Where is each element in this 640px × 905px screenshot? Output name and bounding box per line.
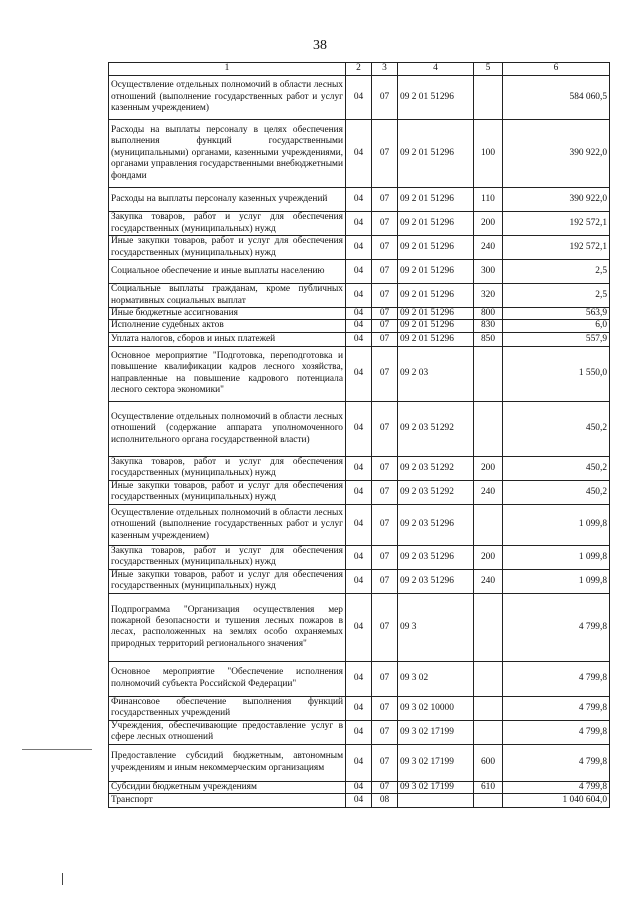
row-code-target: 09 2 03 51296	[398, 504, 474, 545]
row-code-target: 09 2 01 51296	[398, 212, 474, 236]
header-cell: 3	[372, 63, 398, 76]
row-code-section: 04	[346, 284, 372, 308]
row-code-subsection: 07	[372, 236, 398, 260]
row-amount: 450,2	[503, 480, 610, 504]
row-code-section: 04	[346, 320, 372, 332]
row-name-cell: Социальное обеспечение и иные выплаты населению	[109, 260, 346, 284]
row-amount: 450,2	[503, 401, 610, 456]
row-code-expense-type: 100	[474, 120, 503, 188]
row-amount: 390 922,0	[503, 120, 610, 188]
table-row	[109, 332, 610, 346]
row-code-subsection: 07	[372, 284, 398, 308]
row-code-subsection: 07	[372, 212, 398, 236]
row-name-cell: Субсидии бюджетным учреждениям	[109, 781, 346, 793]
table-row	[109, 236, 610, 260]
row-code-subsection: 07	[372, 781, 398, 793]
row-code-target	[398, 794, 474, 808]
table-row	[109, 504, 610, 545]
table-row	[109, 720, 610, 744]
row-code-target: 09 2 01 51296	[398, 332, 474, 346]
row-name-cell: Социальные выплаты гражданам, кроме публичных нормативных социальных выплат	[109, 284, 346, 308]
row-code-target: 09 2 03 51296	[398, 569, 474, 593]
row-code-expense-type	[474, 401, 503, 456]
row-code-section: 04	[346, 456, 372, 480]
side-divider-line	[22, 749, 92, 750]
row-name-cell: Закупка товаров, работ и услуг для обеспечения государственных (муниципальных) нужд	[109, 545, 346, 569]
row-code-expense-type: 830	[474, 320, 503, 332]
table-row	[109, 661, 610, 696]
row-name-cell: Финансовое обеспечение выполнения функций государственных учреждений	[109, 696, 346, 720]
table-row	[109, 545, 610, 569]
row-amount: 4 799,8	[503, 720, 610, 744]
row-code-section: 04	[346, 569, 372, 593]
row-amount: 1 040 604,0	[503, 794, 610, 808]
table-row	[109, 744, 610, 781]
row-code-target: 09 3 02 17199	[398, 781, 474, 793]
row-code-subsection: 07	[372, 456, 398, 480]
row-amount: 4 799,8	[503, 696, 610, 720]
row-amount: 192 572,1	[503, 212, 610, 236]
row-code-expense-type: 200	[474, 456, 503, 480]
row-name-cell: Основное мероприятие "Подготовка, переподготовка и повышение квалификации кадров лесного хозяйства, направленные на повышение кадрового потенциала лесного сектора экономики"	[109, 346, 346, 401]
row-code-section: 04	[346, 260, 372, 284]
header-cell: 2	[346, 63, 372, 76]
row-code-target: 09 2 03 51292	[398, 401, 474, 456]
table-row	[109, 593, 610, 661]
row-code-subsection: 07	[372, 320, 398, 332]
row-amount: 450,2	[503, 456, 610, 480]
row-code-section: 04	[346, 346, 372, 401]
row-code-expense-type: 110	[474, 188, 503, 212]
row-code-subsection: 07	[372, 744, 398, 781]
row-code-section: 04	[346, 188, 372, 212]
row-amount: 1 099,8	[503, 545, 610, 569]
row-code-expense-type	[474, 696, 503, 720]
table-row	[109, 456, 610, 480]
row-code-section: 04	[346, 504, 372, 545]
row-code-subsection: 07	[372, 76, 398, 120]
row-code-subsection: 07	[372, 332, 398, 346]
row-name-cell: Расходы на выплаты персоналу в целях обеспечения выполнения функций государственными (муниципальными) органами, казенными учреждениями, органами управления государственными внебюджетными фондами	[109, 120, 346, 188]
row-code-subsection: 07	[372, 545, 398, 569]
row-code-section: 04	[346, 212, 372, 236]
row-amount: 4 799,8	[503, 781, 610, 793]
table-row	[109, 120, 610, 188]
row-code-target: 09 2 01 51296	[398, 308, 474, 320]
table-row	[109, 696, 610, 720]
row-code-section: 04	[346, 332, 372, 346]
row-name-cell: Осуществление отдельных полномочий в области лесных отношений (выполнение государственных работ и услуг казенным учреждением)	[109, 76, 346, 120]
scan-mark	[62, 873, 63, 885]
row-code-subsection: 07	[372, 696, 398, 720]
row-code-subsection: 07	[372, 346, 398, 401]
row-code-target: 09 3 02 10000	[398, 696, 474, 720]
row-name-cell: Иные закупки товаров, работ и услуг для обеспечения государственных (муниципальных) нужд	[109, 236, 346, 260]
row-code-section: 04	[346, 744, 372, 781]
table-row	[109, 284, 610, 308]
row-name-cell: Иные закупки товаров, работ и услуг для обеспечения государственных (муниципальных) нужд	[109, 569, 346, 593]
header-cell: 4	[398, 63, 474, 76]
row-code-target: 09 3 02 17199	[398, 720, 474, 744]
row-code-expense-type	[474, 720, 503, 744]
row-code-subsection: 07	[372, 188, 398, 212]
row-code-expense-type	[474, 794, 503, 808]
row-amount: 192 572,1	[503, 236, 610, 260]
row-name-cell: Иные бюджетные ассигнования	[109, 308, 346, 320]
row-amount: 1 099,8	[503, 569, 610, 593]
table-row	[109, 260, 610, 284]
row-name-cell: Закупка товаров, работ и услуг для обеспечения государственных (муниципальных) нужд	[109, 212, 346, 236]
table-row	[109, 212, 610, 236]
row-amount: 390 922,0	[503, 188, 610, 212]
row-code-section: 04	[346, 308, 372, 320]
row-amount: 1 550,0	[503, 346, 610, 401]
row-code-expense-type	[474, 593, 503, 661]
row-code-subsection: 07	[372, 593, 398, 661]
row-code-expense-type: 200	[474, 545, 503, 569]
row-amount: 557,9	[503, 332, 610, 346]
row-amount: 2,5	[503, 284, 610, 308]
row-code-subsection: 07	[372, 661, 398, 696]
row-code-target: 09 2 01 51296	[398, 284, 474, 308]
row-name-cell: Уплата налогов, сборов и иных платежей	[109, 332, 346, 346]
row-code-subsection: 07	[372, 720, 398, 744]
header-cell: 6	[503, 63, 610, 76]
table-row	[109, 401, 610, 456]
row-code-expense-type: 200	[474, 212, 503, 236]
page-number: 38	[313, 38, 327, 53]
row-amount: 4 799,8	[503, 593, 610, 661]
row-code-target: 09 2 03 51296	[398, 545, 474, 569]
row-code-subsection: 08	[372, 794, 398, 808]
row-name-cell: Исполнение судебных актов	[109, 320, 346, 332]
table-row	[109, 308, 610, 320]
row-code-section: 04	[346, 720, 372, 744]
row-amount: 2,5	[503, 260, 610, 284]
row-code-expense-type	[474, 504, 503, 545]
row-code-section: 04	[346, 794, 372, 808]
row-code-subsection: 07	[372, 308, 398, 320]
row-code-section: 04	[346, 236, 372, 260]
row-amount: 584 060,5	[503, 76, 610, 120]
row-code-target: 09 2 01 51296	[398, 236, 474, 260]
row-code-section: 04	[346, 661, 372, 696]
row-code-expense-type: 320	[474, 284, 503, 308]
row-code-subsection: 07	[372, 480, 398, 504]
row-name-cell: Транспорт	[109, 794, 346, 808]
row-name-cell: Подпрограмма "Организация осуществления мер пожарной безопасности и тушения лесных пожаров в лесах, расположенных на землях особо охраняемых природных территорий регионального значения"	[109, 593, 346, 661]
row-code-target: 09 2 01 51296	[398, 120, 474, 188]
row-code-expense-type	[474, 76, 503, 120]
row-amount: 4 799,8	[503, 661, 610, 696]
row-code-section: 04	[346, 120, 372, 188]
table-header-row	[109, 63, 610, 76]
header-cell: 1	[109, 63, 346, 76]
row-code-target: 09 2 01 51296	[398, 320, 474, 332]
header-cell: 5	[474, 63, 503, 76]
row-name-cell: Основное мероприятие "Обеспечение исполнения полномочий субъекта Российской Федерации"	[109, 661, 346, 696]
row-code-subsection: 07	[372, 120, 398, 188]
row-name-cell: Учреждения, обеспечивающие предоставление услуг в сфере лесных отношений	[109, 720, 346, 744]
row-code-expense-type: 240	[474, 569, 503, 593]
row-name-cell: Осуществление отдельных полномочий в области лесных отношений (выполнение государственных работ и услуг казенным учреждением)	[109, 504, 346, 545]
row-code-subsection: 07	[372, 401, 398, 456]
row-name-cell: Осуществление отдельных полномочий в области лесных отношений (содержание аппарата уполномоченного исполнительного органа государственной власти)	[109, 401, 346, 456]
row-code-section: 04	[346, 76, 372, 120]
table-row	[109, 188, 610, 212]
row-code-subsection: 07	[372, 260, 398, 284]
table-row	[109, 76, 610, 120]
row-code-section: 04	[346, 696, 372, 720]
row-code-target: 09 2 01 51296	[398, 76, 474, 120]
row-code-section: 04	[346, 545, 372, 569]
row-code-target: 09 2 01 51296	[398, 188, 474, 212]
row-code-expense-type	[474, 661, 503, 696]
row-amount: 563,9	[503, 308, 610, 320]
row-code-expense-type: 600	[474, 744, 503, 781]
row-code-target: 09 2 03	[398, 346, 474, 401]
table-row	[109, 480, 610, 504]
row-code-target: 09 2 03 51292	[398, 456, 474, 480]
row-code-expense-type: 610	[474, 781, 503, 793]
row-code-subsection: 07	[372, 569, 398, 593]
row-code-expense-type: 240	[474, 236, 503, 260]
row-code-section: 04	[346, 593, 372, 661]
row-code-section: 04	[346, 781, 372, 793]
row-code-expense-type: 300	[474, 260, 503, 284]
row-name-cell: Иные закупки товаров, работ и услуг для обеспечения государственных (муниципальных) нужд	[109, 480, 346, 504]
row-code-expense-type: 850	[474, 332, 503, 346]
row-amount: 6,0	[503, 320, 610, 332]
row-code-expense-type	[474, 346, 503, 401]
row-code-expense-type: 800	[474, 308, 503, 320]
row-code-subsection: 07	[372, 504, 398, 545]
row-code-target: 09 3	[398, 593, 474, 661]
table-row	[109, 781, 610, 793]
table-row	[109, 794, 610, 808]
row-code-target: 09 3 02	[398, 661, 474, 696]
row-amount: 4 799,8	[503, 744, 610, 781]
table-row	[109, 346, 610, 401]
row-code-target: 09 3 02 17199	[398, 744, 474, 781]
row-name-cell: Закупка товаров, работ и услуг для обеспечения государственных (муниципальных) нужд	[109, 456, 346, 480]
row-code-target: 09 2 01 51296	[398, 260, 474, 284]
row-name-cell: Расходы на выплаты персоналу казенных учреждений	[109, 188, 346, 212]
row-amount: 1 099,8	[503, 504, 610, 545]
row-code-section: 04	[346, 480, 372, 504]
row-code-section: 04	[346, 401, 372, 456]
row-code-target: 09 2 03 51292	[398, 480, 474, 504]
table-row	[109, 320, 610, 332]
table-row	[109, 569, 610, 593]
row-code-expense-type: 240	[474, 480, 503, 504]
budget-table	[108, 62, 610, 808]
row-name-cell: Предоставление субсидий бюджетным, автономным учреждениям и иным некоммерческим организациям	[109, 744, 346, 781]
